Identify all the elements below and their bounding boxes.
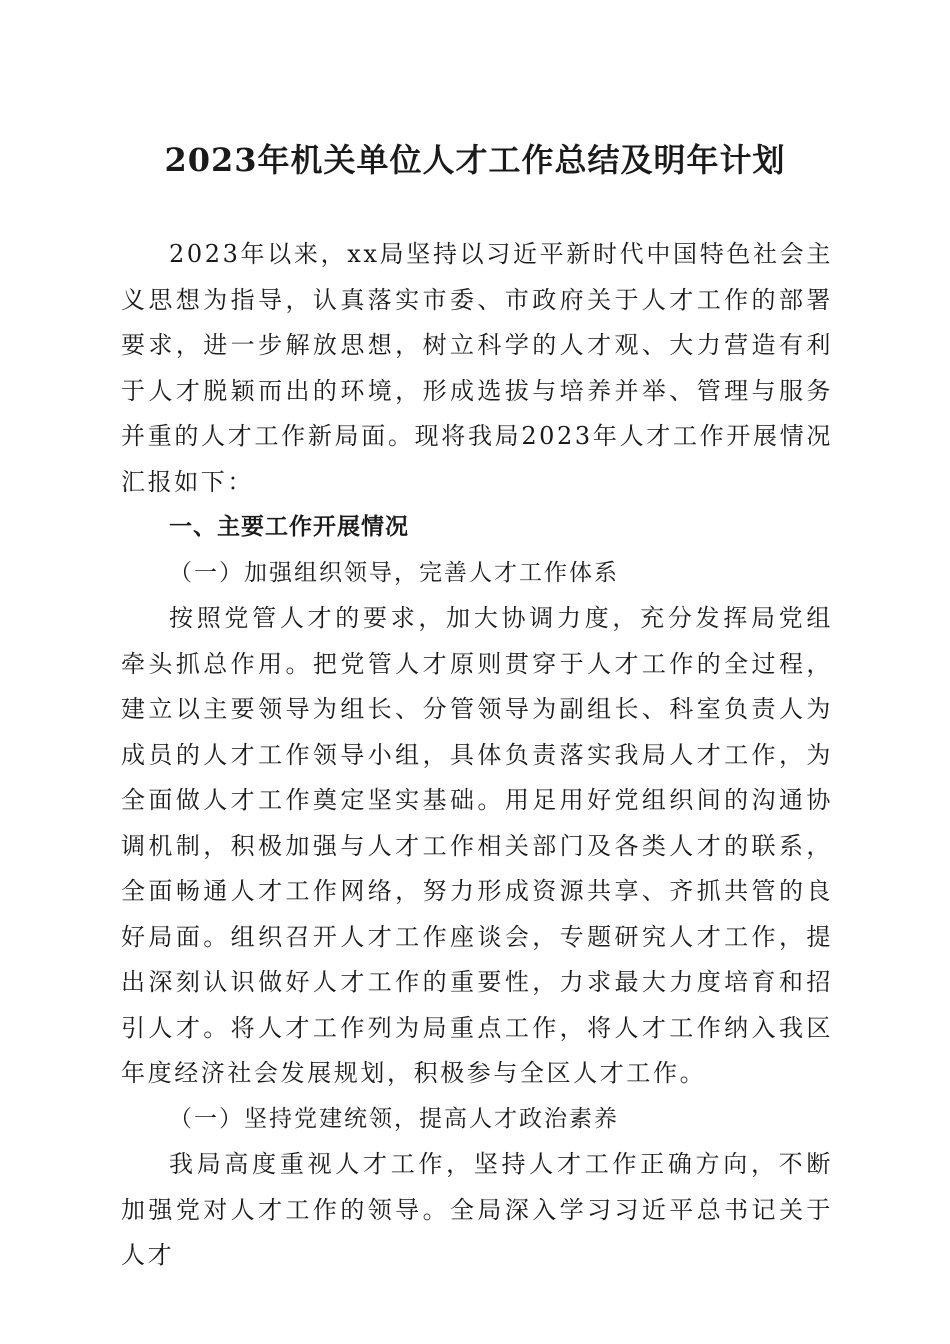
- subsection-heading-2: （一）坚持党建统领，提高人才政治素养: [169, 1105, 619, 1132]
- intro-paragraph: 2023年以来，xx局坚持以习近平新时代中国特色社会主义思想为指导，认真落实市委、市政府关于人才工作的部署要求，进一步解放思想，树立科学的人才观、大力营造有利于人才脱颖而出的环境，形成选拔与培养并举、管理与服务并重的人才工作新局面。现将我局2023年人才工作开展情况汇报如下：: [121, 240, 833, 496]
- document-body: [121, 232, 833, 1279]
- subsection-2-paragraph: 我局高度重视人才工作，坚持人才工作正确方向，不断加强党对人才工作的领导。全局深入学习习近平总书记关于人才: [121, 1150, 833, 1269]
- subsection-heading-1: （一）加强组织领导，完善人才工作体系: [169, 559, 619, 586]
- document-title: 2023年机关单位人才工作总结及明年计划: [164, 141, 786, 179]
- section-heading-1: 一、主要工作开展情况: [169, 514, 409, 540]
- subsection-1-paragraph: 按照党管人才的要求，加大协调力度，充分发挥局党组牵头抓总作用。把党管人才原则贯穿于人才工作的全过程，建立以主要领导为组长、分管领导为副组长、科室负责人为成员的人才工作领导小组，具体负责落实我局人才工作，为全面做人才工作奠定坚实基础。用足用好党组织间的沟通协调机制，积极加强与人才工作相关部门及各类人才的联系，全面畅通人才工作网络，努力形成资源共享、齐抓共管的良好局面。组织召开人才工作座谈会，专题研究人才工作，提出深刻认识做好人才工作的重要性，力求最大力度培育和招引人才。将人才工作列为局重点工作，将人才工作纳入我区年度经济社会发展规划，积极参与全区人才工作。: [121, 604, 833, 1087]
